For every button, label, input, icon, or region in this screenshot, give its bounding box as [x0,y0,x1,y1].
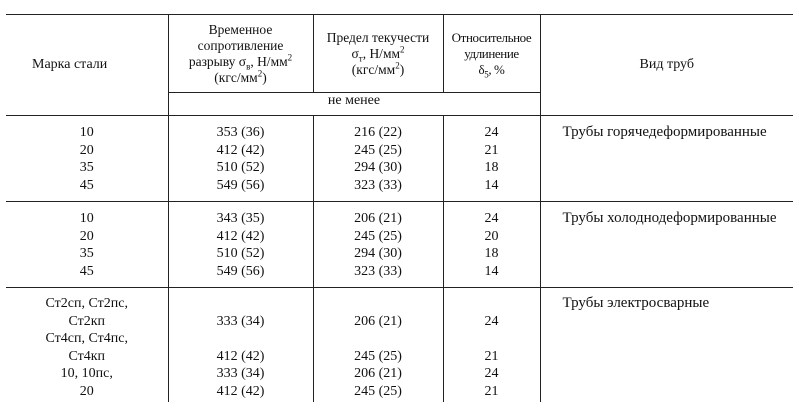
pipe-type-cell: Трубы горячедеформированные [540,116,793,202]
header-grade: Марка стали [6,15,168,116]
elongation-cell: 24 21 18 14 [443,116,540,202]
pipe-type-cell: Трубы электросварные [540,288,793,403]
steel-properties-table [6,14,793,402]
yield-cell: 206 (21) 245 (25) 206 (21) 245 (25) [313,288,443,403]
grades-cell: 10 20 35 45 [79,125,94,193]
tensile-cell: 343 (35) 412 (42) 510 (52) 549 (56) [168,202,313,288]
header-elongation: Относительное удлинение $\delta_5$, % [443,15,540,93]
tensile-cell: 333 (34) 412 (42) 333 (34) 412 (42) [168,288,313,403]
header-yield: Предел текучести $\sigma_т$, $Н/мм^2$ $(кгс/мм^2)$ [313,15,443,93]
header-tensile: Временное сопротивление разрыву $\sigma_в$, $Н/мм^2$ $(кгс/мм^2)$ [168,15,313,93]
grades-cell: 10 20 35 45 [6,202,168,288]
group-electrowelded [6,288,793,403]
group-cold-deformed [6,202,793,288]
header-min-note: не менее [168,93,540,116]
pipe-type-cell: Трубы холоднодеформированные [540,202,793,288]
elongation-cell: 24 21 24 21 [443,288,540,403]
yield-cell: 216 (22) 245 (25) 294 (30) 323 (33) [313,116,443,202]
grades-cell: Ст2сп, Ст2пс, Ст2кп Ст4сп, Ст4пс, Ст4кп 10, 10пс, 20 [6,288,168,403]
yield-cell: 206 (21) 245 (25) 294 (30) 323 (33) [313,202,443,288]
elongation-cell: 24 20 18 14 [443,202,540,288]
tensile-cell: 353 (36) 412 (42) 510 (52) 549 (56) [168,116,313,202]
header-pipe-type: Вид труб [540,15,793,116]
group-hot-deformed [6,116,793,202]
